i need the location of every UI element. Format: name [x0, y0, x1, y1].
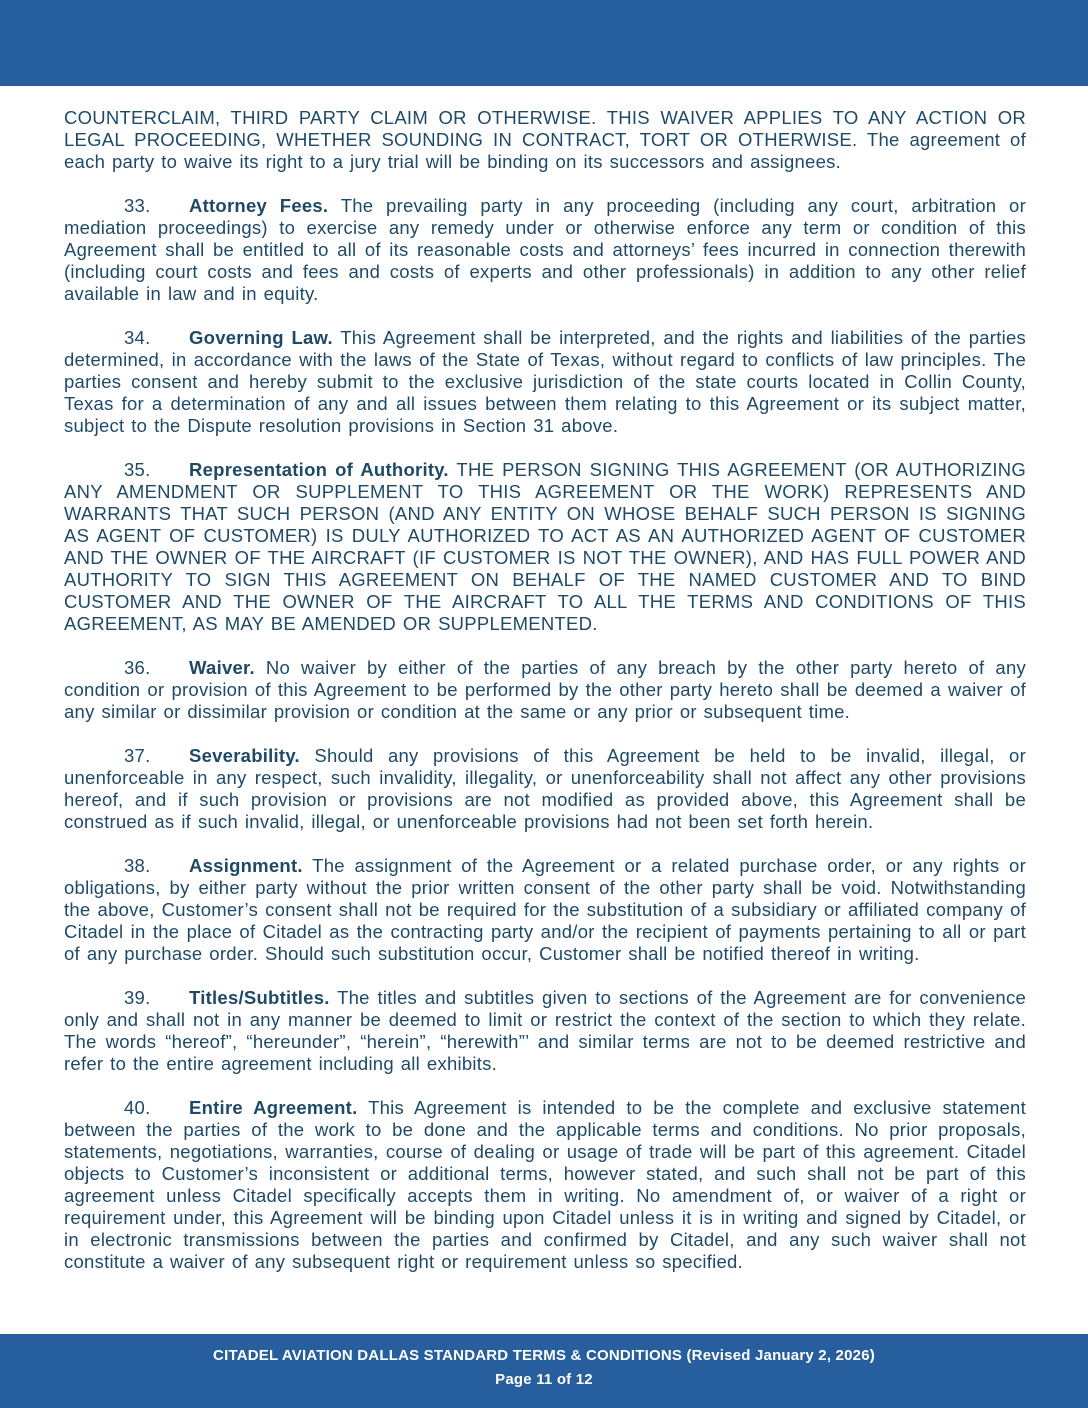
header-band	[0, 0, 1088, 86]
section-37-severability	[64, 745, 1026, 833]
section-body-text: The assignment of the Agreement or a related purchase order, or any rights or obligations, by either party without the prior written consent of the other party shall be void. Notwithstanding the above, Customer’s consent shall not be required for the substitution of a subsidiary or affiliated company of Citadel in the place of Citadel as the contracting party and/or the recipient of payments pertaining to all or part of any purchase order. Should such substitution occur, Customer shall be notified thereof in writing.	[64, 855, 1026, 964]
footer-document-title: CITADEL AVIATION DALLAS STANDARD TERMS & CONDITIONS (Revised January 2, 2026)	[213, 1347, 875, 1364]
section-number: 38.	[124, 855, 151, 876]
section-number: 34.	[124, 327, 151, 348]
footer-page-number: Page 11 of 12	[495, 1371, 593, 1388]
section-number: 39.	[124, 987, 151, 1008]
section-body-text: The titles and subtitles given to sections of the Agreement are for convenience only and shall not in any manner be deemed to limit or restrict the context of the section to which they relate. The words “hereof”, “hereunder”, “herein”, “herewith”’ and similar terms are not to be deemed restrictive and refer to the entire agreement including all exhibits.	[64, 987, 1026, 1074]
section-36-waiver	[64, 657, 1026, 723]
section-number: 35.	[124, 459, 151, 480]
section-title: Representation of Authority.	[189, 459, 449, 480]
section-title: Attorney Fees.	[189, 195, 329, 216]
section-number: 40.	[124, 1097, 151, 1118]
section-title: Governing Law.	[189, 327, 333, 348]
section-title: Waiver.	[189, 657, 255, 678]
section-body-text: Should any provisions of this Agreement be held to be invalid, illegal, or unenforceable in any respect, such invalidity, illegality, or unenforceability shall not affect any other provisions hereof, and if such provision or provisions are not modified as provided above, this Agreement shall be construed as if such invalid, illegal, or unenforceable provisions had not been set forth herein.	[64, 745, 1027, 832]
section-title: Severability.	[189, 745, 300, 766]
section-title: Titles/Subtitles.	[189, 987, 330, 1008]
section-number: 37.	[124, 745, 151, 766]
section-number: 36.	[124, 657, 151, 678]
section-body-text: The prevailing party in any proceeding (including any court, arbitration or mediation proceedings) to exercise any remedy under or otherwise enforce any term or condition of this Agreement shall be entitled to all of its reasonable costs and attorneys’ fees incurred in connection therewith (including court costs and fees and costs of experts and other professionals) in addition to any other relief available in law and in equity.	[64, 195, 1026, 304]
section-body-text: This Agreement shall be interpreted, and the rights and liabilities of the parties determined, in accordance with the laws of the State of Texas, without regard to conflicts of law principles. The parties consent and hereby submit to the exclusive jurisdiction of the state courts located in Collin County, Texas for a determination of any and all issues between them relating to this Agreement or its subject matter, subject to the Dispute resolution provisions in Section 31 above.	[64, 327, 1026, 436]
section-34-governing-law	[64, 327, 1026, 437]
section-title: Assignment.	[189, 855, 303, 876]
section-body-text: This Agreement is intended to be the complete and exclusive statement between the parties of the work to be done and the applicable terms and conditions. No prior proposals, statements, negotiations, warranties, course of dealing or usage of trade will be part of this agreement. Citadel objects to Customer’s inconsistent or additional terms, however stated, and such shall not be part of this agreement unless Citadel specifically accepts them in writing. No amendment of, or waiver of a right or requirement under, this Agreement will be binding upon Citadel unless it is in writing and signed by Citadel, or in electronic transmissions between the parties and confirmed by Citadel, and any such waiver shall not constitute a waiver of any subsequent right or requirement unless so specified.	[64, 1097, 1026, 1272]
intro-continuation-paragraph: COUNTERCLAIM, THIRD PARTY CLAIM OR OTHERWISE. THIS WAIVER APPLIES TO ANY ACTION OR LEGAL PROCEEDING, WHETHER SOUNDING IN CONTRACT, TORT OR OTHERWISE. The agreement of each party to waive its right to a jury trial will be binding on its successors and assignees.	[64, 107, 1026, 172]
section-number: 33.	[124, 195, 151, 216]
section-40-entire-agreement	[64, 1097, 1026, 1273]
section-38-assignment	[64, 855, 1026, 965]
section-35-representation-of-authority	[64, 459, 1026, 635]
section-39-titles-subtitles	[64, 987, 1026, 1075]
section-33-attorney-fees	[64, 195, 1026, 305]
section-body-text: No waiver by either of the parties of any breach by the other party hereto of any condition or provision of this Agreement to be performed by the other party hereto shall be deemed a waiver of any similar or dissimilar provision or condition at the same or any prior or subsequent time.	[64, 657, 1027, 722]
section-title: Entire Agreement.	[189, 1097, 358, 1118]
footer-band	[0, 1334, 1088, 1408]
document-body	[64, 107, 1026, 1273]
section-body-text: THE PERSON SIGNING THIS AGREEMENT (OR AUTHORIZING ANY AMENDMENT OR SUPPLEMENT TO THIS AGREEMENT OR THE WORK) REPRESENTS AND WARRANTS THAT SUCH PERSON (AND ANY ENTITY ON WHOSE BEHALF SUCH PERSON IS SIGNING AS AGENT OF CUSTOMER) IS DULY AUTHORIZED TO ACT AS AN AUTHORIZED AGENT OF CUSTOMER AND THE OWNER OF THE AIRCRAFT (IF CUSTOMER IS NOT THE OWNER), AND HAS FULL POWER AND AUTHORITY TO SIGN THIS AGREEMENT ON BEHALF OF THE NAMED CUSTOMER AND TO BIND CUSTOMER AND THE OWNER OF THE AIRCRAFT TO ALL THE TERMS AND CONDITIONS OF THIS AGREEMENT, AS MAY BE AMENDED OR SUPPLEMENTED.	[64, 459, 1026, 634]
